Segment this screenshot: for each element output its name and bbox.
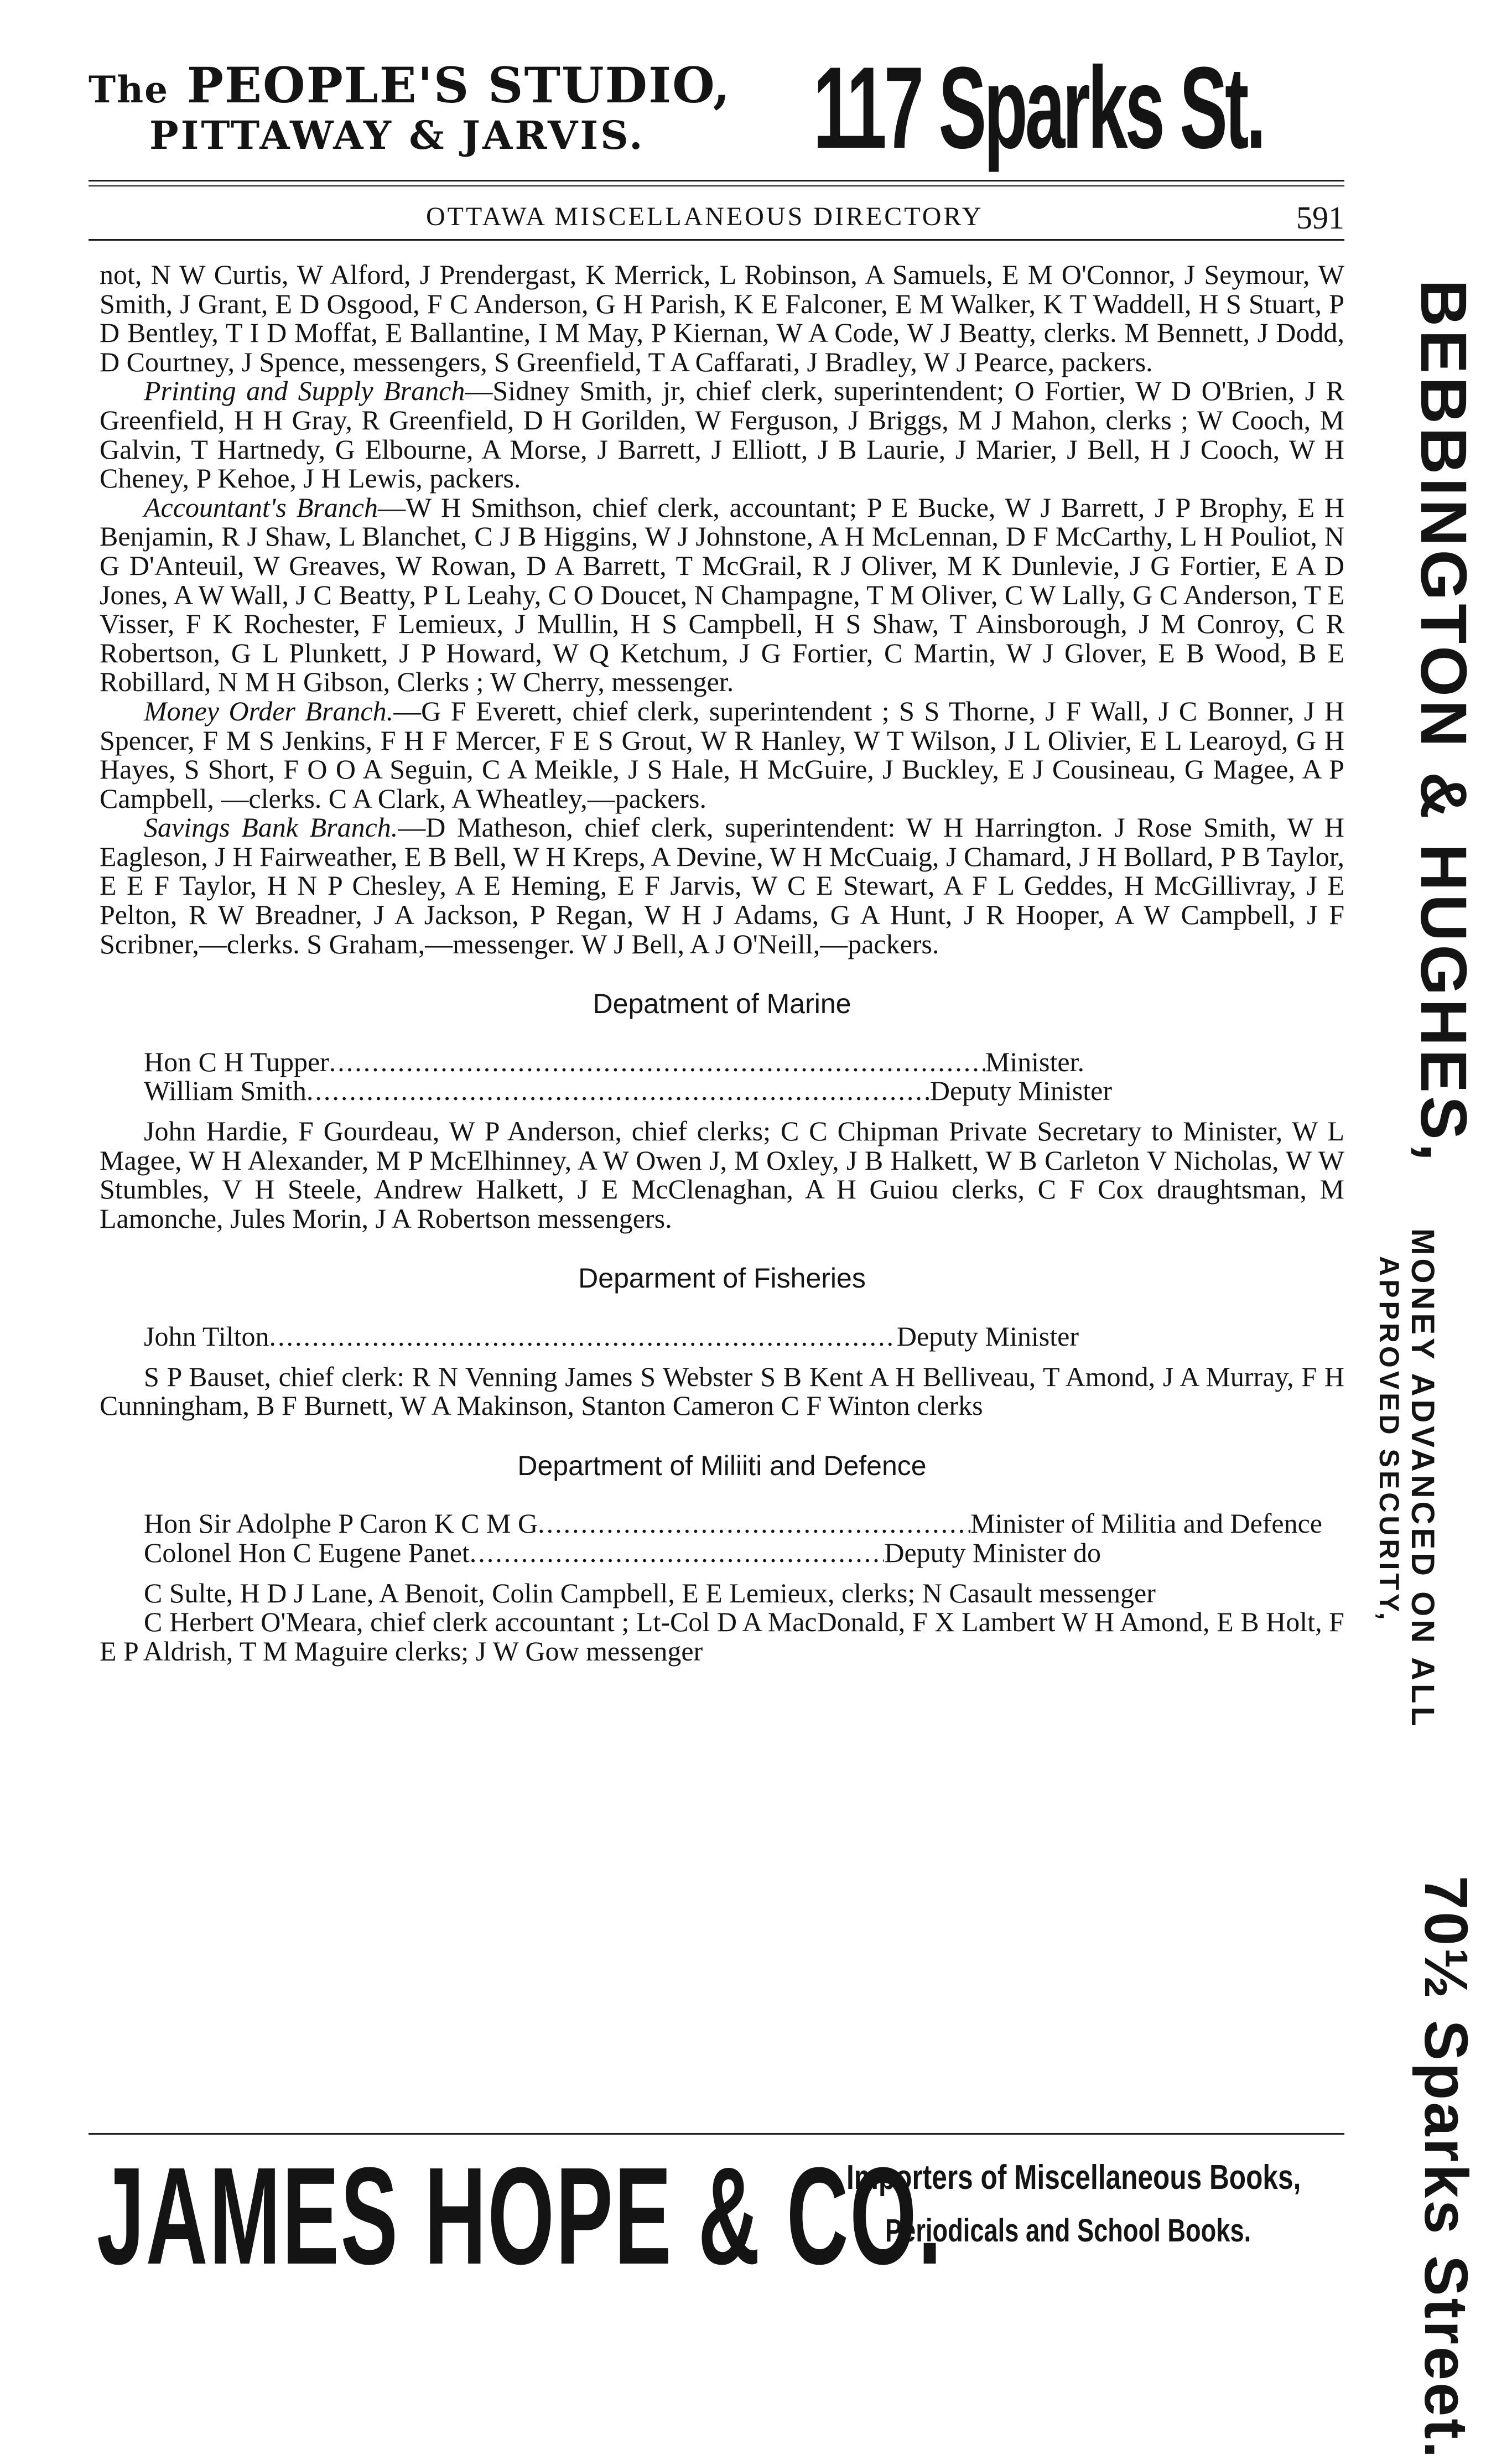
officer-row: Hon Sir Adolphe P Caron K C M G ..... Minister of Militia and Defence xyxy=(100,1509,1344,1538)
sidebar-tagline: MONEY ADVANCED ON ALL xyxy=(1405,1228,1441,1730)
directory-body xyxy=(100,260,1344,1665)
militia-staff: C Herbert O'Meara, chief clerk accountant ; Lt-Col D A MacDonald, F X Lambert W H Amond, E B Holt, F E P Aldrish, T M Maguire clerks; J W Gow messenger xyxy=(100,1606,1344,1667)
running-head-rule xyxy=(89,239,1344,241)
studio-partners: PITTAWAY & JARVIS. xyxy=(149,112,645,158)
officer-row: Hon C H Tupper ..... Minister. xyxy=(100,1047,1344,1077)
footer-firm-name: JAMES HOPE & CO. xyxy=(97,2139,943,2293)
marine-heading: Depatment of Marine xyxy=(593,988,851,1020)
studio-name: The PEOPLE'S STUDIO, xyxy=(89,56,731,114)
header-advertisement xyxy=(89,43,1361,173)
footer-advertisement xyxy=(89,2139,1361,2293)
running-head xyxy=(89,199,1344,236)
page-number: 591 xyxy=(1296,200,1344,236)
militia-staff: C Sulte, H D J Lane, A Benoit, Colin Campbell, E E Lemieux, clerks; N Casault messenger xyxy=(144,1577,1156,1608)
branch-name: Printing and Supply Branch xyxy=(144,375,465,407)
money-order-branch-entry: Money Order Branch.—G F Everett, chief clerk, superintendent ; S S Thorne, J F Wall, J C Bonner, J H Spencer, F M S Jenkins, F H F Mercer, F E S Grout, W R Hanley, W T Wilson, J L Olivier, E L Learoyd, G H Hayes, S Short, F O O A Seguin, C A Meikle, J S Hale, H McGuire, J Buckley, E J Cousineau, G Magee, A P Campbell, —clerks. C A Clark, A Wheatley,—packers. xyxy=(100,695,1344,814)
footer-rule xyxy=(89,2133,1344,2135)
sidebar-firm-name: BEBBINGTON & HUGHES, xyxy=(1407,279,1480,1165)
post-office-staff-continued: not, N W Curtis, W Alford, J Prendergast, K Merrick, L Robinson, A Samuels, E M O'Connor, J Seymour, W Smith, J Grant, E D Osgood, F C Anderson, G H Parish, K E Falconer, E M Walker, K T Waddell, H S Stuart, P D Bentley, T I D Moffat, E Ballantine, I M May, P Kiernan, W A Code, W J Beatty, clerks. M Bennett, J Dodd, D Courtney, J Spence, messengers, S Greenfield, T A Caffarati, J Bradley, W J Pearce, packers. xyxy=(100,259,1344,377)
officer-row: Colonel Hon C Eugene Panet ..... Deputy Minister do xyxy=(100,1538,1344,1568)
footer-tagline: Periodicals and School Books. xyxy=(885,2213,1251,2249)
printing-branch-entry: Printing and Supply Branch—Sidney Smith, jr, chief clerk, superintendent; O Fortier, W D O'Brien, J R Greenfield, H H Gray, R Greenfield, D H Gorilden, W Ferguson, J Briggs, M J Mahon, clerks ; W Cooch, M Galvin, T Hartnedy, G Elbourne, A Morse, J Barrett, J Elliott, J B Laurie, J Marier, J Bell, H J Cooch, W H Cheney, P Kehoe, J H Lewis, packers. xyxy=(100,375,1345,494)
header-rule-bottom xyxy=(89,185,1344,186)
militia-heading: Department of Miliiti and Defence xyxy=(517,1450,927,1481)
sidebar-advertisement xyxy=(1362,277,1511,2460)
sidebar-tagline: APPROVED SECURITY, xyxy=(1374,1256,1405,1623)
savings-bank-branch-entry: Savings Bank Branch.—D Matheson, chief clerk, superintendent: W H Harrington. J Rose Smith, W H Eagleson, J H Fairweather, E B Bell, W H Kreps, A Devine, W H McCuaig, J Chamard, J H Bollard, P B Taylor, E E F Taylor, H N P Chesley, A E Heming, E F Jarvis, W C E Stewart, A F L Geddes, H McGillivray, J E Pelton, R W Breadner, J A Jackson, P Regan, W H J Adams, G A Hunt, J R Hooper, A W Campbell, J F Scribner,—clerks. S Graham,—messenger. W J Bell, A J O'Neill,—packers. xyxy=(100,812,1344,959)
fisheries-heading: Deparment of Fisheries xyxy=(578,1263,866,1294)
header-rule-top xyxy=(89,180,1344,181)
studio-address: 117 Sparks St. xyxy=(813,43,1264,173)
fisheries-staff: S P Bauset, chief clerk: R N Venning James S Webster S B Kent A H Belliveau, T Amond, J A Murray, F H Cunningham, B F Burnett, W A Makinson, Stanton Cameron C F Winton clerks xyxy=(100,1361,1344,1421)
sidebar-address: 70½ Sparks Street. xyxy=(1412,1876,1480,2460)
branch-name: Savings Bank Branch. xyxy=(144,812,398,843)
directory-title: OTTAWA MISCELLANEOUS DIRECTORY xyxy=(426,202,984,231)
branch-name: Accountant's Branch xyxy=(144,491,378,523)
officer-row: John Tilton ..... Deputy Minister xyxy=(100,1322,1344,1351)
accountants-branch-entry: Accountant's Branch—W H Smithson, chief clerk, accountant; P E Bucke, W J Barrett, J P Brophy, E H Benjamin, R J Shaw, L Blanchet, C J B Higgins, W J Johnstone, A H McLennan, D F McCarthy, L H Pouliot, N G D'Anteuil, W Greaves, W Rowan, D A Barrett, T McGrail, R J Oliver, M K Dunlevie, J G Fortier, E A D Jones, A W Wall, J C Beatty, P L Leahy, C O Doucet, N Champagne, T M Oliver, C W Lally, G C Anderson, T E Visser, F K Rochester, F Lemieux, J Mullin, H S Campbell, H S Shaw, T Ainsborough, J M Conroy, C R Robertson, G L Plunkett, J P Howard, W Q Ketchum, J G Fortier, C Martin, W J Glover, E B Wood, B E Robillard, N M H Gibson, Clerks ; W Cherry, messenger. xyxy=(100,491,1344,698)
officer-row: William Smith ..... Deputy Minister xyxy=(100,1076,1344,1106)
marine-staff: John Hardie, F Gourdeau, W P Anderson, chief clerks; C C Chipman Private Secretary to Minister, W L Magee, W H Alexander, M P McElhinney, A W Owen J, M Oxley, J B Halkett, W B Carleton V Nicholas, W W Stumbles, V H Steele, Andrew Halkett, J E McClenaghan, A H Guiou clerks, C F Cox draughtsman, M Lamonche, Jules Morin, J A Robertson messengers. xyxy=(100,1115,1344,1234)
branch-name: Money Order Branch. xyxy=(144,695,394,726)
footer-tagline: Importers of Miscellaneous Books, xyxy=(846,2158,1301,2197)
